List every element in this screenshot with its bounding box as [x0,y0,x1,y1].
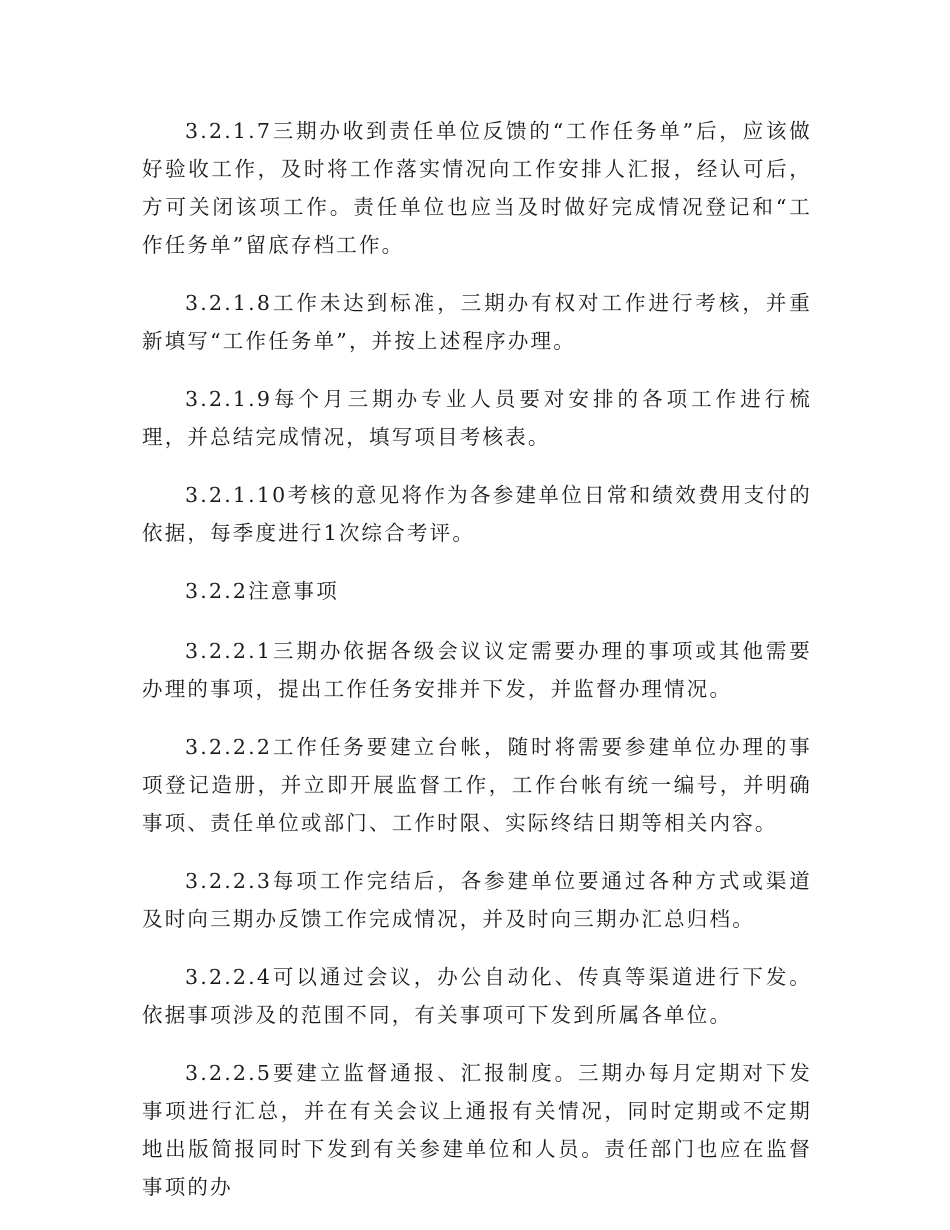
section-heading-3-2-2: 3.2.2注意事项 [185,579,339,603]
paragraph-3-2-2-5: 3.2.2.5要建立监督通报、汇报制度。三期办每月定期对下发事项进行汇总，并在有关会议上通报有关情况，同时定期或不定期地出版简报同时下发到有关参建单位和人员。责任部门也应在监督事项的办 [142,1061,812,1199]
paragraph-3-2-1-10: 3.2.1.10考核的意见将作为各参建单位日常和绩效费用支付的依据，每季度进行1次综合考评。 [142,483,812,545]
paragraph-3-2-2-3: 3.2.2.3每项工作完结后，各参建单位要通过各种方式或渠道及时向三期办反馈工作完成情况，并及时向三期办汇总归档。 [142,869,812,931]
paragraph-3-2-2-4: 3.2.2.4可以通过会议，办公自动化、传真等渠道进行下发。依据事项涉及的范围不同，有关事项可下发到所属各单位。 [142,965,812,1027]
paragraph-3-2-1-7: 3.2.1.7三期办收到责任单位反馈的“工作任务单”后，应该做好验收工作，及时将工作落实情况向工作安排人汇报，经认可后，方可关闭该项工作。责任单位也应当及时做好完成情况登记和“工作任务单”留底存档工作。 [142,119,812,257]
paragraph-3-2-2-2: 3.2.2.2工作任务要建立台帐，随时将需要参建单位办理的事项登记造册，并立即开展监督工作，工作台帐有统一编号，并明确事项、责任单位或部门、工作时限、实际终结日期等相关内容。 [142,735,812,835]
document-body [142,112,812,1226]
paragraph-3-2-1-9: 3.2.1.9每个月三期办专业人员要对安排的各项工作进行梳理，并总结完成情况，填写项目考核表。 [142,387,812,449]
paragraph-3-2-1-8: 3.2.1.8工作未达到标准，三期办有权对工作进行考核，并重新填写“工作任务单”，并按上述程序办理。 [142,291,812,353]
paragraph-3-2-2-1: 3.2.2.1三期办依据各级会议议定需要办理的事项或其他需要办理的事项，提出工作任务安排并下发，并监督办理情况。 [142,639,812,701]
